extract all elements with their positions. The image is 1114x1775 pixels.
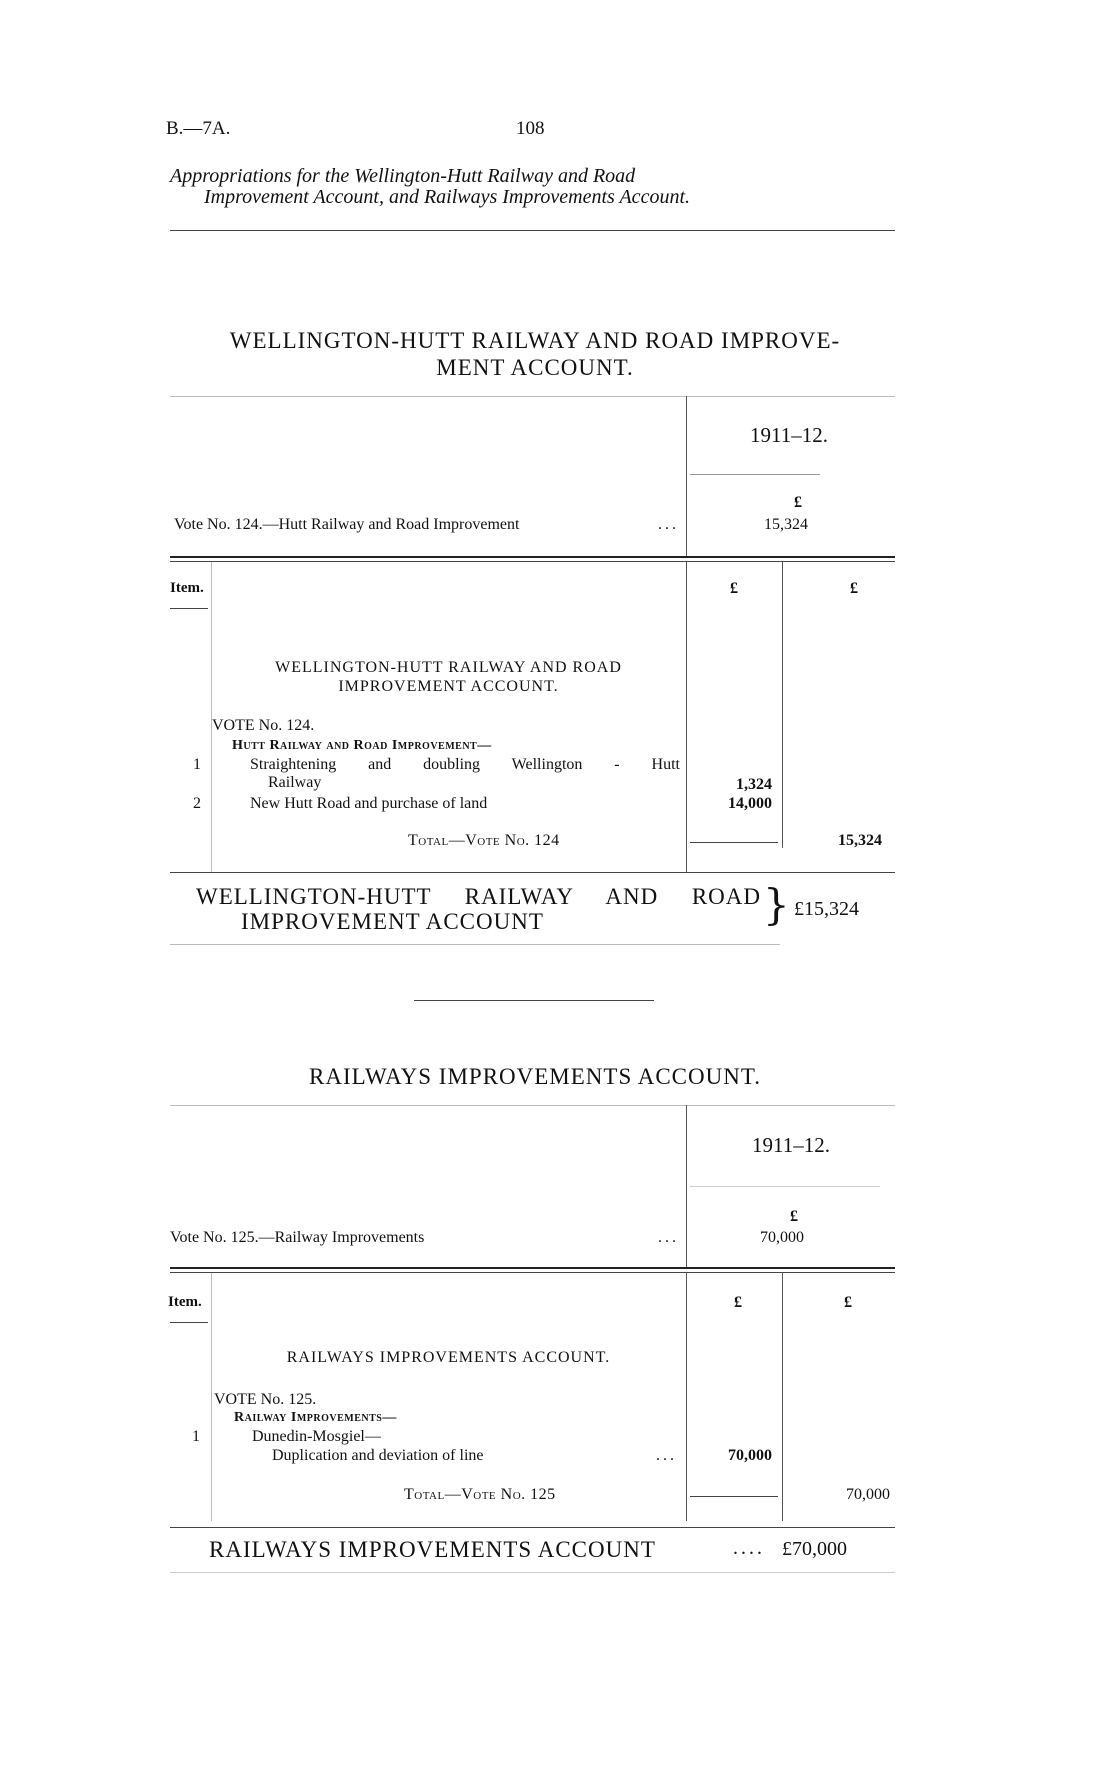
section2-total-amount: 70,000 xyxy=(846,1486,890,1503)
section1-total-rule xyxy=(690,842,778,843)
subtitle-line-2: Improvement Account, and Railways Improvements Account. xyxy=(204,186,690,208)
section2-vote-heading: VOTE No. 125. xyxy=(214,1391,317,1408)
section2-vote-column-line xyxy=(686,1105,687,1267)
section1-item-2-number: 2 xyxy=(193,795,201,812)
section2-summary-rule xyxy=(170,1572,895,1573)
section2-subhead: Railway Improvements— xyxy=(234,1410,397,1425)
section2-year: 1911–12. xyxy=(752,1133,830,1157)
section2-item-column-line xyxy=(211,1273,212,1521)
section2-vote-amount: 70,000 xyxy=(760,1229,804,1246)
section2-total-label: Total—Vote No. 125 xyxy=(404,1486,556,1503)
section2-table-bottom-rule xyxy=(170,1527,895,1528)
section2-item-header-rule xyxy=(170,1322,208,1323)
section1-item-1-amount: 1,324 xyxy=(736,776,772,793)
section2-vote-dots: ... xyxy=(658,1229,679,1246)
section1-vote-currency: £ xyxy=(794,494,802,511)
section2-item-1-number: 1 xyxy=(192,1428,200,1445)
section2-col1-header: £ xyxy=(734,1294,742,1311)
section1-account-heading-line-1: WELLINGTON-HUTT RAILWAY AND ROAD xyxy=(275,659,622,676)
section1-total-label: Total—Vote No. 124 xyxy=(408,832,560,849)
section1-title-line-2: MENT ACCOUNT. xyxy=(436,355,634,380)
section1-vote-amount: 15,324 xyxy=(764,516,808,533)
section2-summary-label: RAILWAYS IMPROVEMENTS ACCOUNT xyxy=(209,1537,656,1562)
section1-vote-heading: VOTE No. 124. xyxy=(212,717,315,734)
section1-summary-amount: £15,324 xyxy=(794,898,859,920)
section1-col1-header: £ xyxy=(730,580,738,597)
section2-vote-label: Vote No. 125.—Railway Improvements xyxy=(170,1229,425,1246)
section1-col1-line xyxy=(686,562,687,872)
section1-vote-label: Vote No. 124.—Hutt Railway and Road Improvement xyxy=(174,516,520,533)
section1-item-header-rule xyxy=(170,608,208,609)
section2-total-rule xyxy=(690,1496,778,1497)
section2-item-1-description: Dunedin-Mosgiel— xyxy=(252,1428,381,1445)
section1-item-1-number: 1 xyxy=(193,756,201,773)
section1-col2-header: £ xyxy=(850,580,858,597)
section1-item-1-description-line-2: Railway xyxy=(268,774,322,791)
section2-item-header: Item. xyxy=(168,1294,202,1310)
section1-col2-line xyxy=(782,562,783,848)
section1-item-1-description: Straightening and doubling Wellington - Hutt xyxy=(250,756,680,773)
section2-item-1-amount: 70,000 xyxy=(728,1447,772,1464)
section1-table-top-rule-2 xyxy=(170,561,895,562)
section1-title-line-1: WELLINGTON-HUTT RAILWAY AND ROAD IMPROVE- xyxy=(229,328,841,353)
section2-col2-line xyxy=(782,1273,783,1521)
section2-title: RAILWAYS IMPROVEMENTS ACCOUNT. xyxy=(309,1064,761,1089)
section2-item-1-description-line-2: Duplication and deviation of line xyxy=(272,1447,484,1464)
section2-col1-line xyxy=(686,1273,687,1521)
section1-summary-line-2: IMPROVEMENT ACCOUNT xyxy=(241,909,544,934)
section1-subhead: Hutt Railway and Road Improvement— xyxy=(232,738,492,753)
section2-vote-currency: £ xyxy=(790,1208,798,1225)
section2-summary-dots: .... xyxy=(733,1537,765,1559)
section2-table-top-rule-2 xyxy=(170,1272,895,1273)
section1-table-bottom-rule xyxy=(170,872,895,873)
section2-account-heading: RAILWAYS IMPROVEMENTS ACCOUNT. xyxy=(286,1349,611,1366)
document-reference: B.—7A. xyxy=(166,118,231,139)
subtitle-divider xyxy=(170,230,895,231)
section-separator xyxy=(414,1000,654,1001)
page-subtitle xyxy=(170,166,900,208)
page-number: 108 xyxy=(516,118,545,139)
section2-table-top-rule xyxy=(170,1267,895,1269)
section2-top-rule xyxy=(170,1105,895,1106)
section1-summary-rule xyxy=(170,944,780,945)
section1-year-rule xyxy=(690,474,820,475)
section2-item-1-dots: ... xyxy=(656,1447,677,1464)
section1-top-rule xyxy=(170,396,895,397)
section1-item-2-amount: 14,000 xyxy=(728,795,772,812)
section1-summary-line-1: WELLINGTON-HUTT RAILWAY AND ROAD xyxy=(196,884,761,909)
section1-summary-label xyxy=(196,884,761,934)
section1-item-header: Item. xyxy=(170,580,204,596)
section1-table-top-rule xyxy=(170,556,895,558)
section2-year-rule xyxy=(690,1186,880,1187)
section1-title xyxy=(160,327,910,381)
section2-summary-amount: £70,000 xyxy=(782,1538,847,1560)
section1-vote-column-line xyxy=(686,396,687,556)
section1-account-heading-line-2: IMPROVEMENT ACCOUNT. xyxy=(338,678,559,695)
section1-total-amount: 15,324 xyxy=(838,832,882,849)
section1-item-2-description: New Hutt Road and purchase of land xyxy=(250,795,488,812)
section1-summary-brace: } xyxy=(763,880,790,929)
subtitle-line-1: Appropriations for the Wellington-Hutt Railway and Road xyxy=(170,165,636,187)
section1-year: 1911–12. xyxy=(750,423,828,447)
section1-account-heading xyxy=(216,658,681,696)
section1-vote-dots: ... xyxy=(658,516,679,533)
section2-col2-header: £ xyxy=(844,1294,852,1311)
